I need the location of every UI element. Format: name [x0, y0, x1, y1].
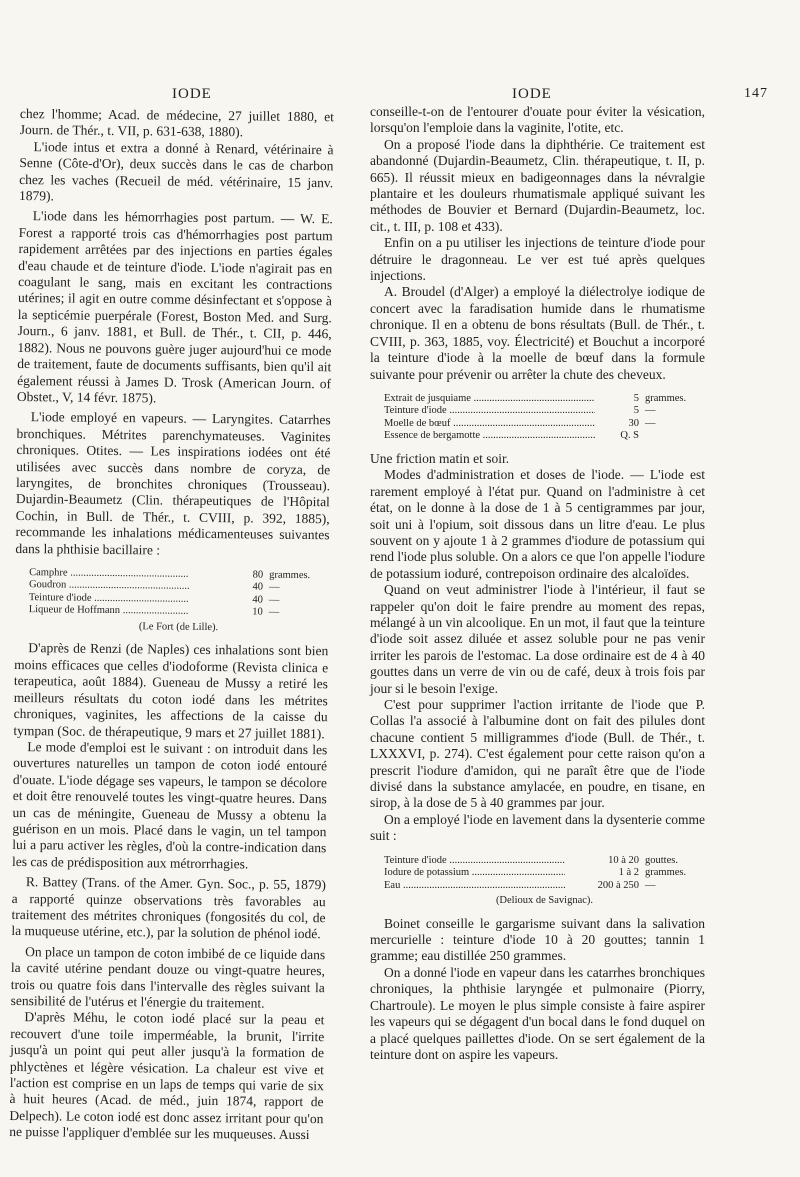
right-running-head: IODE	[512, 86, 552, 102]
recipe-row: Eau ..... 200 à 250 —	[384, 880, 705, 893]
paragraph: L'iode intus et extra a donné à Renard, vétérinaire à Senne (Côte-d'Or), deux succès dans le cas de charbon chez les vaches (Recueil de méd. vétérinaire, 15 janv. 1879).	[18, 138, 334, 204]
recipe-source: (Delioux de Savignac).	[495, 895, 594, 907]
left-running-head: IODE	[172, 86, 212, 102]
recipe-row: Essence de bergamotte ..... Q. S	[384, 430, 705, 443]
paragraph: Le mode d'emploi est le suivant : on introduit dans les ouvertures naturelles un tampon de coton iodé entouré d'ouate. L'iode dégage ses vapeurs, le tampon se décolore et doit être renouvelé toutes les vingt-quatre heures. Dans un cas de méningite, Gueneau de Mussy a obtenu la guérison en un mois. Placé dans le vagin, un tel tampon lui a paru activer les règles, d'où la contre-indication dans les cas de prédisposition aux métrorrhagies.	[12, 739, 328, 872]
paragraph: On place un tampon de coton imbibé de ce liquide dans la cavité utérine pendant douze ou vingt-quatre heures, trois ou quatre fois dans l'intervalle des règles suivant la sensibilité de l'utérus et l'énergie du traitement.	[10, 943, 326, 1011]
recipe-table	[28, 567, 329, 636]
paragraph: L'iode employé en vapeurs. — Laryngites. Catarrhes bronchiques. Métrites parenchymateuses. Vaginites chroniques. Otites. — Les inspirations iodées ont été utilisées avec succès dans nombre de coryza, de laryngites, de bronchites chroniques (Trousseau). Dujardin-Beaumetz (Clin. thérapeutiques de l'Hôpital Cochin, in Bull. de Thér., t. CVIII, p. 392, 1885), recommande les inhalations médicamenteuses suivantes dans la phthisie bacillaire :	[15, 409, 331, 558]
recipe-source: (Le Fort (de Lille).	[138, 621, 219, 634]
friction-line: Une friction matin et soir.	[370, 450, 510, 466]
paragraph: On a proposé l'iode dans la diphthérie. Ce traitement est abandonné (Dujardin-Beaumetz, Clin. thérapeutique, t. II, p. 665). Il réussit mieux en badigeonnages dans la névralgie plantaire et les douleurs rhumatismale appliqué suivant les méthodes de Bouvier et Bernard (Dujardin-Beaumetz, loc. cit., t. III, p. 108 et 433).	[370, 136, 705, 234]
recipe-row: Iodure de potassium ..... 1 à 2 grammes.	[384, 867, 705, 880]
paragraph: R. Battey (Trans. of the Amer. Gyn. Soc., p. 55, 1879) a rapporté quinze observations très favorables au traitement des métrites chroniques (fongosités du col, de la muqueuse utérine, etc.), par la solution de phénol iodé.	[11, 874, 326, 942]
paragraph: Modes d'administration et doses de l'iode. — L'iode est rarement employé à l'état pur. Quand on l'administre à cet état, on le donne à la dose de 1 à 5 centigrammes par jour, soit uni à l'opium, soit dissous dans un litre d'eau. Le plus souvent on y ajoute 1 à 2 grammes d'iodure de potassium qui rend l'iode plus soluble. On a alors ce que l'on appelle l'iodure de potassium ioduré, contrepoison ordinaire des alcaloïdes.	[370, 467, 705, 581]
recipe-row: Teinture d'iode ..... 10 à 20 gouttes.	[384, 855, 705, 868]
recipe-row: Extrait de jusquiame ..... 5 grammes.	[384, 393, 705, 406]
paragraph: On a donné l'iode en vapeur dans les catarrhes bronchiques chroniques, la phthisie laryngée et pulmonaire (Piorry, Chartroule). Le moyen le plus simple consiste à faire aspirer les vapeurs qui se dégagent d'un bocal dans le fond duquel on a placé quelques paillettes d'iode. On se sert également de la teinture dont on aspire les vapeurs.	[370, 964, 705, 1062]
paragraph: D'après Méhu, le coton iodé placé sur la peau et recouvert d'une toile imperméable, la brunit, l'irrite jusqu'à un point qui peut aller jusqu'à la formation de phlyctènes et légère vésication. La chaleur est vive et l'action est comprise en un laps de temps qui varie de six à huit heures (Acad. de méd., juin 1874, rapport de Delpech). Le coton iodé est donc assez irritant pour qu'on ne puisse l'appliquer d'emblée sur les muqueuses. Aussi	[9, 1009, 325, 1143]
paragraph: chez l'homme; Acad. de médecine, 27 juillet 1880, et Journ. de Thér., t. VII, p. 631-638, 1880).	[19, 106, 334, 140]
paragraph: C'est pour supprimer l'action irritante de l'iode que P. Collas l'a associé à l'albumine dont on fait des pilules dont chacune contient 5 milligrammes d'iode (Bull. de Thér., t. LXXXVI, p. 274). C'est également pour cette raison qu'on a prescrit l'iodure d'amidon, qui ne paraît être que de l'iode divisé dans la substance amylacée, en poudre, en tisane, en sirop, à la dose de 5 à 40 grammes par jour.	[370, 697, 705, 811]
left-column	[9, 106, 334, 1144]
recipe-row: Teinture d'iode ..... 5 —	[384, 405, 705, 418]
paragraph: On a employé l'iode en lavement dans la dysenterie comme suit :	[370, 811, 705, 844]
page-number: 147	[744, 86, 768, 101]
paragraph: L'iode dans les hémorrhagies post partum. — W. E. Forest a rapporté trois cas d'hémorrhagies post partum rapidement arrêtées par des injections en parties égales d'eau chaude et de teinture d'iode. L'iode n'agirait pas en coagulant le sang, mais en excitant les contractions utérines; il agit en outre comme désinfectant et s'oppose à la septicémie puerpérale (Forest, Boston Med. and Surg. Journ., 6 janv. 1881, et Bull. de Thér., t. CII, p. 446, 1882). Nous ne pouvons guère juger aujourd'hui ce mode de traitement, faute de documents suffisants, bien qu'il ait également réussi à James D. Trosk (American Journ. of Obstet., V, 14 févr. 1875).	[16, 208, 333, 406]
recipe-row: Moelle de bœuf ..... 30 —	[384, 418, 705, 431]
recipe-row: Goudron ..... 40 —	[29, 580, 329, 596]
paragraph: A. Broudel (d'Alger) a employé la diélectrolye iodique de concert avec la faradisation humide dans le rhumatisme chronique. Il en a obtenu de bons résultats (Bull. de Thér., t. CVIII, p. 363, 1885, voy. Électricité) et Bouchut a incorporé la teinture d'iode à la moelle de bœuf dans la formule suivante pour prévenir ou arrêter la chute des cheveux.	[370, 284, 705, 382]
recipe-table	[384, 855, 705, 908]
right-column	[370, 104, 705, 1063]
recipe-row: Liqueur de Hoffmann ..... 10 —	[29, 605, 329, 621]
recipe-table	[384, 393, 705, 443]
paragraph: Enfin on a pu utiliser les injections de teinture d'iode pour détruire le dragonneau. Le ver est tué après quelques injections.	[370, 235, 705, 284]
paragraph: Quand on veut administrer l'iode à l'intérieur, il faut se rappeler qu'on doit le faire prendre au moment des repas, mélangé à un vin alcoolique. En un mot, il faut que la teinture d'iode soit assez diluée et assez soluble pour ne pas venir irriter les parois de l'estomac. La dose ordinaire est de 4 à 40 gouttes dans un verre de vin ou de café, deux à trois fois par jour si le besoin l'exige.	[370, 582, 705, 696]
paragraph: Boinet conseille le gargarisme suivant dans la salivation mercurielle : teinture d'iode 10 à 20 gouttes; tannin 1 gramme; eau distillée 250 grammes.	[370, 915, 705, 964]
paragraph: conseille-t-on de l'entourer d'ouate pour éviter la vésication, lorsqu'on l'emploie dans la vaginite, l'otite, etc.	[370, 104, 705, 136]
recipe-row: Teinture d'iode ..... 40 —	[29, 592, 329, 608]
recipe-row: Camphre ..... 80 grammes.	[29, 567, 329, 583]
paragraph: D'après de Renzi (de Naples) ces inhalations sont bien moins efficaces que celles d'iodoforme (Revista clinica e terapeutica, août 1884). Gueneau de Mussy a retiré les meilleurs résultats du coton iodé dans les métrites chroniques, vaginites, les affections de la caisse du tympan (Soc. de thérapeutique, 9 mars et 27 juillet 1881).	[13, 640, 329, 741]
